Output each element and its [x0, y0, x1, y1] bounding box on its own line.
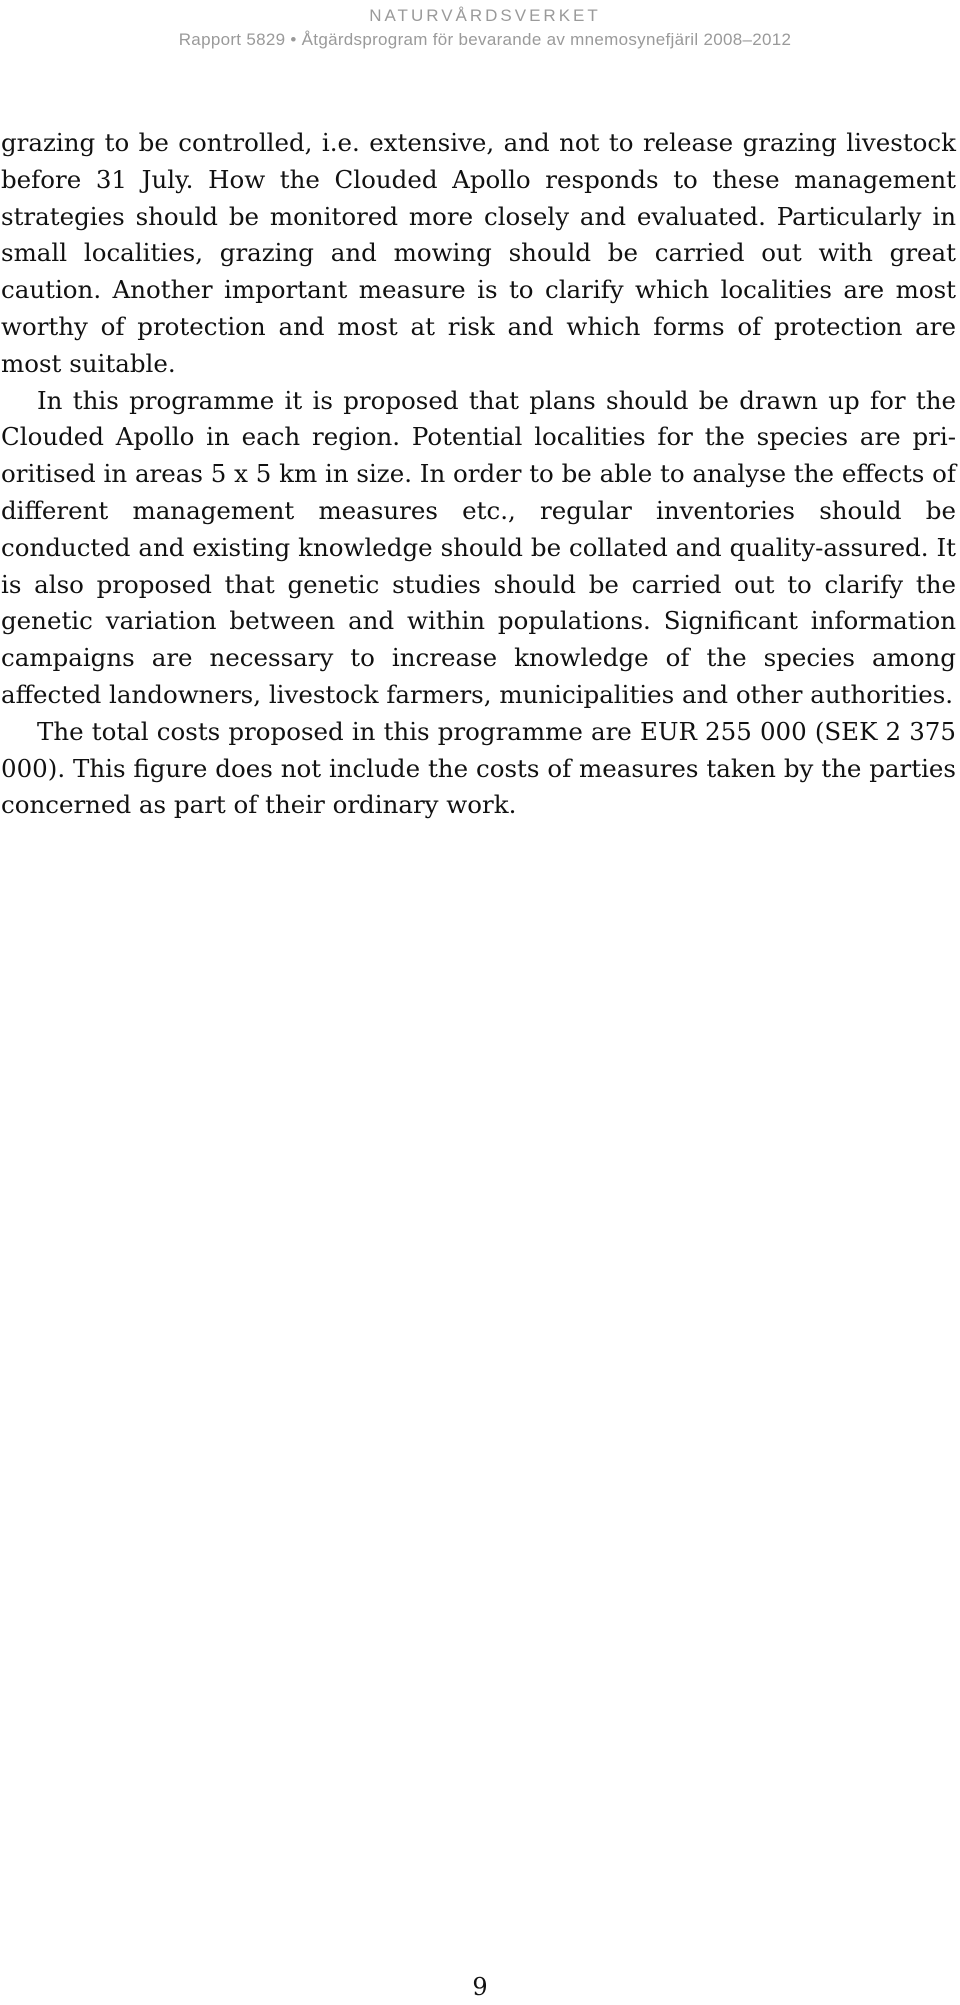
page-number: 9 — [472, 1973, 488, 2001]
running-header — [160, 4, 810, 52]
paragraph-regional-plans: In this programme it is proposed that plans should be drawn up for the Clouded Apollo in each region. Potential localities for the species are prioritised in areas 5 x 5 km in size. In order to be able to analyse the effects of different management measures etc., regular inventories should be conducted and existing knowledge should be collated and quality-assured. It is also proposed that genetic studies should be carried out to clarify the genetic variation between and within populations. Significant information campaigns are necessary to increase knowledge of the species among affected landowners, livestock farmers, municipalities and other authorities. — [1, 385, 956, 709]
publisher-name: NATURVÅRDSVERKET — [369, 6, 601, 25]
paragraph-grazing: grazing to be controlled, i.e. extensive, and not to release grazing livestock before 31 July. How the Clouded Apollo responds to these management strategies should be monitored more closely and evaluated. Particularly in small localities, grazing and mowing should be carried out with great caution. Another important measure is to clarify which localities are most worthy of protection and most at risk and which forms of protection are most suitable. — [1, 128, 956, 378]
report-title: Rapport 5829 • Åtgärdsprogram för bevarande av mnemosynefjäril 2008–2012 — [178, 30, 792, 49]
paragraph-total-costs: The total costs proposed in this programme are EUR 255 000 (SEK 2 375 000). This figure does not include the costs of measures taken by the parties concerned as part of their ordinary work. — [1, 716, 956, 820]
body-text — [1, 125, 956, 824]
